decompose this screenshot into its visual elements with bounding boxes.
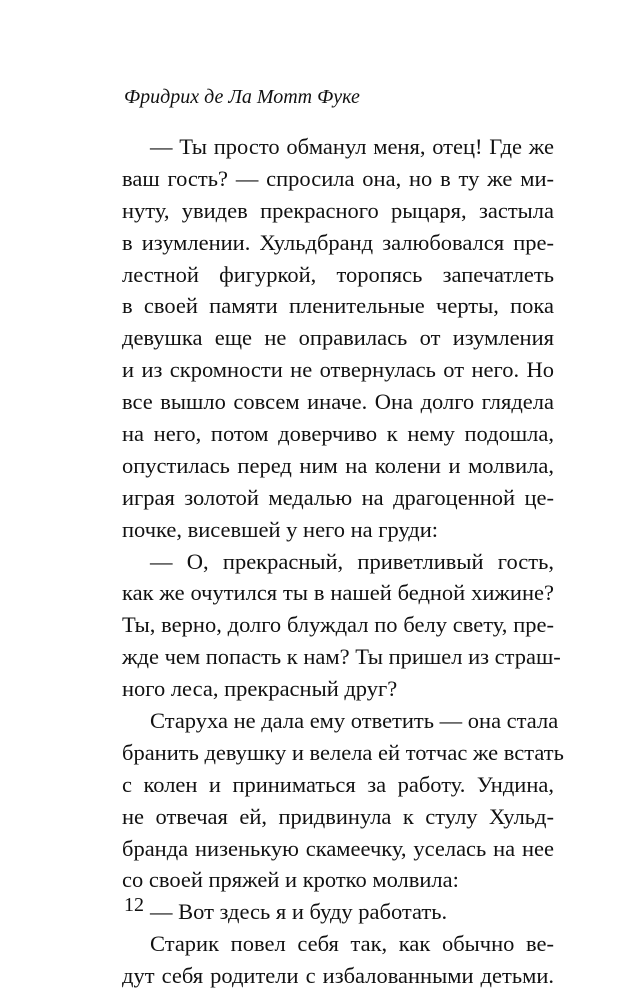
text-line: не отвечая ей, придвинула к стулу Хульд- bbox=[122, 803, 554, 829]
text-line: жде чем попасть к нам? Ты пришел из страш- bbox=[122, 644, 561, 670]
text-line: и из скромности не отвернулась от него. Но bbox=[122, 357, 554, 383]
text-line: в своей памяти пленительные черты, пока bbox=[122, 293, 554, 319]
text-line: девушка еще не оправилась от изумления bbox=[122, 325, 554, 351]
text-line: ного леса, прекрасный друг? bbox=[122, 676, 398, 702]
text-line: лестной фигуркой, торопясь запечатлеть bbox=[122, 261, 554, 287]
text-line: — О, прекрасный, приветливый гость, bbox=[150, 548, 554, 574]
running-title: Фридрих де Ла Мотт Фуке bbox=[124, 86, 360, 108]
text-line: опустилась перед ним на колени и молвила, bbox=[122, 452, 554, 478]
text-line: почке, висевшей у него на груди: bbox=[122, 516, 438, 542]
text-line: Старик повел себя так, как обычно ве- bbox=[150, 931, 554, 957]
body-text bbox=[122, 131, 564, 992]
text-line: ваш гость? — спросила она, но в ту же ми- bbox=[122, 165, 554, 191]
text-line: играя золотой медалью на драгоценной це- bbox=[122, 484, 554, 510]
page-number: 12 bbox=[124, 894, 144, 916]
text-line: в изумлении. Хульдбранд залюбовался пре- bbox=[122, 229, 554, 255]
text-line: Ты, верно, долго блуждал по белу свету, пре- bbox=[122, 612, 554, 638]
text-line: все вышло совсем иначе. Она долго глядела bbox=[122, 389, 554, 415]
text-line: как же очутился ты в нашей бедной хижине? bbox=[122, 580, 554, 606]
text-line: с колен и приниматься за работу. Ундина, bbox=[122, 771, 554, 797]
text-line: бранда низенькую скамеечку, уселась на нее bbox=[122, 835, 554, 861]
text-line: нуту, увидев прекрасного рыцаря, застыла bbox=[122, 197, 554, 223]
text-line: дут себя родители с избалованными детьми. bbox=[122, 963, 554, 989]
text-line: — Ты просто обманул меня, отец! Где же bbox=[150, 134, 554, 159]
text-line: со своей пряжей и кротко молвила: bbox=[122, 867, 459, 893]
text-line: на него, потом доверчиво к нему подошла, bbox=[122, 421, 554, 447]
text-line: Старуха не дала ему ответить — она стала bbox=[150, 708, 559, 734]
text-line: бранить девушку и велела ей тотчас же встать bbox=[122, 739, 564, 765]
text-line: — Вот здесь я и буду работать. bbox=[150, 899, 448, 925]
